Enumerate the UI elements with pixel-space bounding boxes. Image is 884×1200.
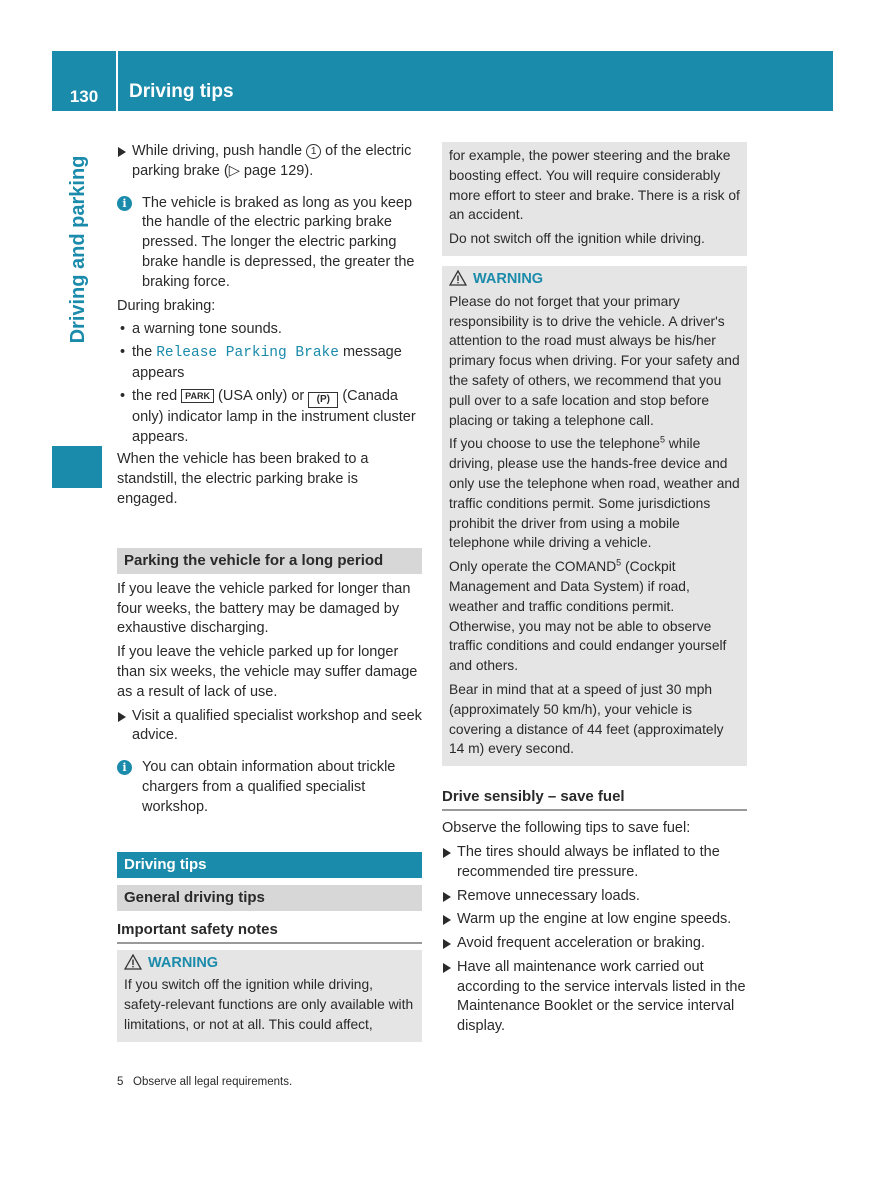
subsection-heading: General driving tips xyxy=(117,885,422,911)
step-arrow-icon xyxy=(443,963,451,973)
footnote: 5 Observe all legal requirements. xyxy=(117,1076,293,1088)
warning-heading: WARNING xyxy=(124,954,415,974)
list-item: • a warning tone sounds. xyxy=(120,321,282,338)
display-message: Release Parking Brake xyxy=(156,345,339,362)
left-column xyxy=(117,142,422,1042)
right-column xyxy=(442,142,747,1041)
warning-box: WARNING If you switch off the ignition while driving, safety-relevant functions are only available with limitations, or not at all. This could affect, xyxy=(117,950,422,1042)
info-icon: i xyxy=(117,760,132,775)
info-note: i You can obtain information about trickle chargers from a qualified specialist workshop. xyxy=(117,758,422,817)
header-separator xyxy=(116,51,118,111)
warning-heading: WARNING xyxy=(449,270,740,290)
chapter-side-tab xyxy=(52,111,102,488)
list-item: • the red PARK (USA only) or (P) (Canada only) indicator lamp in the instrument cluster appears. xyxy=(120,387,416,445)
info-icon: i xyxy=(117,196,132,211)
warning-triangle-icon xyxy=(124,954,142,970)
page-title: Driving tips xyxy=(129,81,234,102)
list-item: • the Release Parking Brake message appears xyxy=(120,344,402,381)
paragraph: Observe the following tips to save fuel: xyxy=(442,820,691,837)
page-header xyxy=(52,51,833,111)
park-lamp-icon: PARK xyxy=(181,389,214,403)
paragraph: When the vehicle has been braked to a standstill, the electric parking brake is engaged. xyxy=(117,451,369,507)
fuel-tips-list xyxy=(442,843,747,1037)
warning-box-continued: for example, the power steering and the brake boosting effect. You will require considerably more effort to steer and brake. There is a risk of an accident. Do not switch off the ignition while driving. xyxy=(442,142,747,256)
paragraph: If you leave the vehicle parked up for longer than six weeks, the vehicle may suffer damage as a result of lack of use. xyxy=(117,644,418,700)
sub-subsection-heading: Important safety notes xyxy=(117,919,422,944)
warning-box: WARNING Please do not forget that your primary responsibility is to drive the vehicle. A driver's attention to the road must always be his/her primary focus when driving. For your safety and the safety of others, we recommend that you pull over to a safe location and stop before placing or taking a telephone call. If you choose to use the telephone$^5$ while driving, please use the hands-free device and only use the telephone when road, weather and traffic conditions permit. Some jurisdictions prohibit the driver from using a mobile telephone while driving a vehicle. Only operate the COMAND$^5$ (Cockpit Management and Data System) if road, weather and traffic conditions permit. Otherwise, you may not be able to observe traffic conditions and could endanger yourself and others. Bear in mind that at a speed of just 30 mph (approximately 50 km/h), your vehicle is covering a distance of 44 feet (approximately 14 m) every second. xyxy=(442,266,747,766)
fuel-tip-step: Avoid frequent acceleration or braking. xyxy=(442,934,747,954)
fuel-tip-step: Have all maintenance work carried out according to the service intervals listed in the Maintenance Booklet or the service interval display. xyxy=(442,958,747,1037)
chapter-label: Driving and parking xyxy=(67,155,89,344)
instruction-step: Visit a qualified specialist workshop and seek advice. xyxy=(117,707,422,747)
fuel-tip-step: The tires should always be inflated to the recommended tire pressure. xyxy=(442,843,747,883)
fuel-tip-step: Warm up the engine at low engine speeds. xyxy=(442,910,747,930)
section-heading-driving-tips: Driving tips xyxy=(117,852,422,878)
chapter-marker xyxy=(52,446,102,488)
warning-triangle-icon xyxy=(449,270,467,286)
step-arrow-icon xyxy=(443,892,451,902)
section-heading: Parking the vehicle for a long period xyxy=(117,548,422,574)
step-arrow-icon xyxy=(118,712,126,722)
fuel-tip-step: Remove unnecessary loads. xyxy=(442,887,747,907)
section-heading-save-fuel: Drive sensibly – save fuel xyxy=(442,786,747,811)
paragraph: If you leave the vehicle parked for longer than four weeks, the battery may be damaged by exhaustive discharging. xyxy=(117,580,411,637)
parking-brake-lamp-icon: (P) xyxy=(308,392,338,408)
page-number: 130 xyxy=(69,87,99,106)
instruction-step: While driving, push handle 1 of the electric parking brake (▷ page 129). xyxy=(117,142,422,182)
paragraph: During braking: xyxy=(117,297,216,314)
info-note: i The vehicle is braked as long as you keep the handle of the electric parking brake pressed. The longer the electric parking brake handle is depressed, the greater the braking force. xyxy=(117,194,422,293)
step-arrow-icon xyxy=(443,848,451,858)
step-arrow-icon xyxy=(118,147,126,157)
handle-number-icon: 1 xyxy=(306,144,321,159)
step-arrow-icon xyxy=(443,939,451,949)
step-arrow-icon xyxy=(443,915,451,925)
